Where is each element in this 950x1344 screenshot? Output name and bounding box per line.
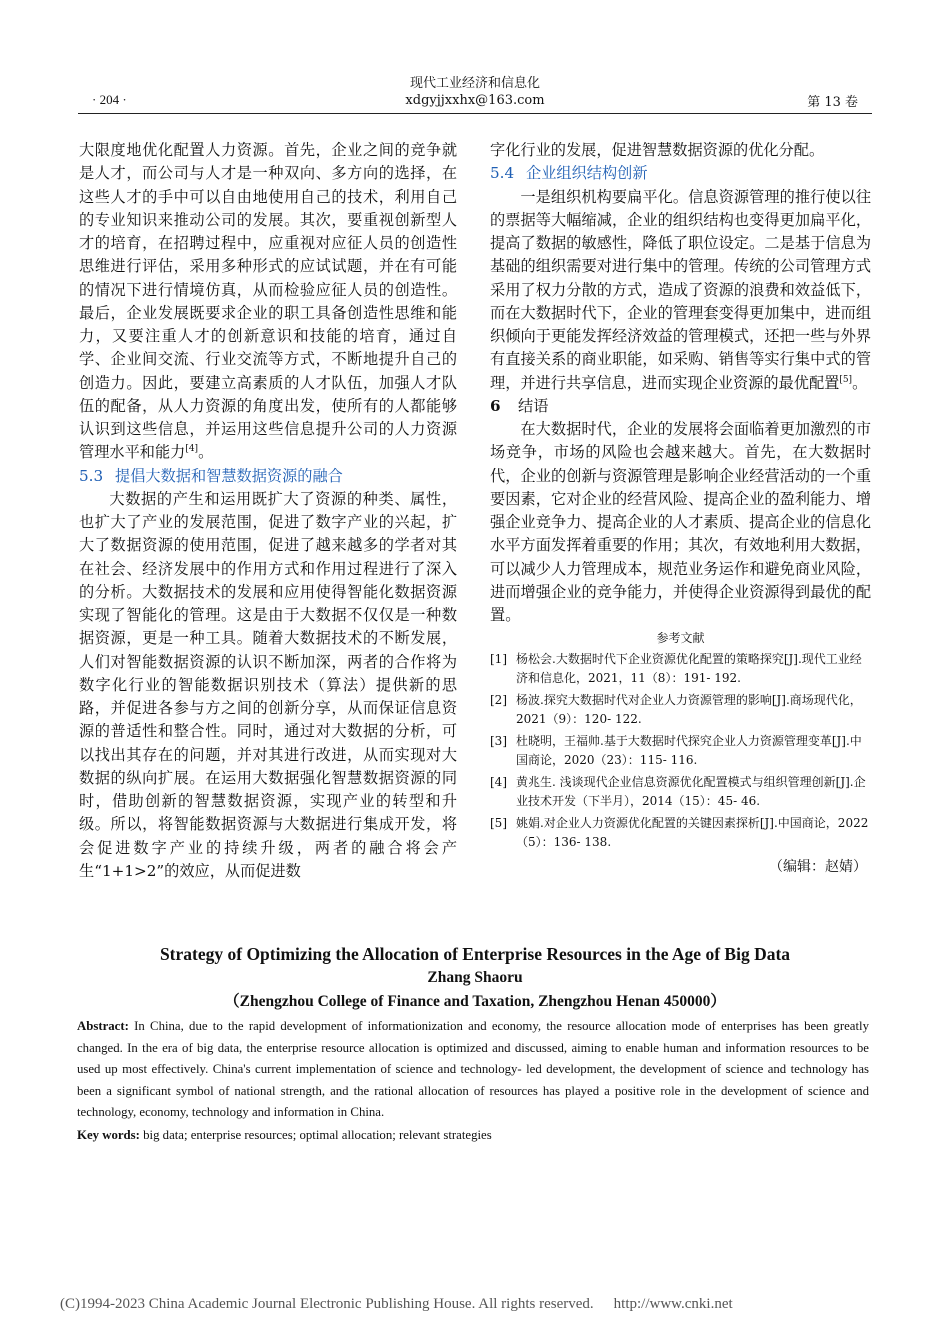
reference-list bbox=[490, 650, 871, 852]
copyright-text: (C)1994-2023 China Academic Journal Electronic Publishing House. All rights reserved. bbox=[60, 1296, 594, 1312]
section-heading-5-4: 5.4 企业组织结构创新 bbox=[490, 164, 648, 183]
section-heading-6: 6 结语 bbox=[490, 396, 549, 415]
english-keywords bbox=[77, 1125, 869, 1147]
page-number: · 204 · bbox=[92, 92, 127, 107]
header-rule bbox=[78, 113, 872, 114]
abstract-text: In China, due to the rapid development of informationization and economy, the resource allocation mode of enterprises has been greatly changed. In the era of big data, the enterprise resource allocation is optimized and discussed, aiming to enable human and information resources to be used up most effectively. China's current implementation of science and technology- led development, the development of science and technology has been a significant symbol of national strength, and the rational allocation of resources has played a positive role in the development of science and technology, economy, technology and information in China. bbox=[77, 1019, 869, 1120]
volume-label: 第 13 卷 bbox=[807, 95, 858, 110]
reference-item: [5] 姚娟.对企业人力资源优化配置的关键因素探析[J].中国商论，2022（5）：136- 138. bbox=[490, 816, 869, 850]
keywords-label: Key words: bbox=[77, 1128, 140, 1142]
copyright-footer bbox=[60, 1296, 890, 1313]
section-heading-5-3: 5.3 提倡大数据和智慧数据资源的融合 bbox=[79, 466, 343, 485]
reference-item: [4] 黄兆生. 浅谈现代企业信息资源优化配置模式与组织管理创新[J].企业技术开发（下半月），2014（15）：45- 46. bbox=[490, 775, 866, 809]
english-abstract bbox=[77, 1016, 869, 1124]
keywords-text: big data; enterprise resources; optimal allocation; relevant strategies bbox=[143, 1128, 492, 1142]
abstract-label: Abstract: bbox=[77, 1019, 129, 1033]
body-paragraph: 大限度地优化配置人力资源。首先，企业之间的竞争就是人才，而公司与人才是一种双向、多方向的选择，在这些人才的手中可以自由地使用自己的技术，利用自己的专业知识来推动公司的发展。其次，要重视创新型人才的培育，在招聘过程中，应重视对应征人员的创造性思维进行评估，采用多种形式的应试试题，并在有可能的情况下进行情境仿真，从而检验应征人员的创造性。最后，企业发展既要求企业的职工具备创造性思维和能力，又要注重人才的创新意识和技能的培育，通过自学、企业间交流、行业交流等方式，不断地提升自己的创造力。因此，要建立高素质的人才队伍，加强人才队伍的配备，从人力资源的角度出发，使所有的人都能够认识到这些信息，并运用这些信息提升公司的人力资源管理水平和能力[4]。 bbox=[79, 141, 457, 462]
journal-email: xdgyjjxxhx@163.com bbox=[405, 93, 545, 108]
citation: [4] bbox=[185, 444, 199, 455]
references-title: 参考文献 bbox=[656, 631, 705, 646]
english-author: Zhang Shaoru bbox=[427, 969, 523, 986]
english-affiliation: （Zhengzhou College of Finance and Taxation, Zhengzhou Henan 450000） bbox=[224, 993, 726, 1010]
citation: [5] bbox=[839, 374, 853, 385]
reference-item: [2] 杨波.探究大数据时代对企业人力资源管理的影响[J].商场现代化，2021（9）：120- 122. bbox=[490, 693, 862, 727]
cnki-url[interactable]: http://www.cnki.net bbox=[613, 1296, 733, 1312]
body-paragraph: 字化行业的发展，促进智慧数据资源的优化分配。 bbox=[490, 141, 825, 159]
reference-item: [1] 杨松会.大数据时代下企业资源优化配置的策略探究[J].现代工业经济和信息化，2021，11（8）：191- 192. bbox=[490, 652, 862, 686]
left-column bbox=[79, 139, 457, 883]
body-paragraph: 在大数据时代，企业的发展将会面临着更加激烈的市场竞争，市场的风险也会越来越大。首先，在大数据时代，企业的创新与资源管理是影响企业经营活动的一个重要因素，它对企业的经营风险、提高企业的盈利能力、增强企业竞争力、提高企业的人才素质、提高企业的信息化水平方面发挥着重要的作用；其次，有效地利用大数据，可以减少人力管理成本，规范业务运作和避免商业风险，进而增强企业的竞争能力，并使得企业资源得到最优的配置。 bbox=[490, 420, 871, 624]
journal-name: 现代工业经济和信息化 bbox=[409, 76, 540, 91]
editor-note: （编辑：赵婧） bbox=[769, 859, 867, 876]
reference-item: [3] 杜晓明，王福帅.基于大数据时代探究企业人力资源管理变革[J].中国商论，2020（23）：115- 116. bbox=[490, 734, 862, 768]
body-paragraph: 大数据的产生和运用既扩大了资源的种类、属性，也扩大了产业的发展范围，促进了数字产业的兴起，扩大了数据资源的使用范围，促进了越来越多的学者对其在社会、经济发展中的作用方式和作用过程进行了深入的分析。大数据技术的发展和应用使得智能化数据资源实现了智能化的管理。这是由于大数据不仅仅是一种数据资源，更是一种工具。随着大数据技术的不断发展，人们对智能数据资源的认识不断加深，两者的合作将为数字化行业的智能数据识别技术（算法）提供新的思路，并促进各参与方之间的创新分享，从而保证信息资源的普适性和整合性。同时，通过对大数据的分析，可以找出其存在的问题，并对其进行改进，从而实现对大数据的纵向扩展。在运用大数据强化智慧数据资源的同时，借助创新的智慧数据资源，实现产业的转型和升级。所以，将智能数据资源与大数据进行集成开发，将会促进数字产业的持续升级，两者的融合将会产生“1+1>2”的效应，从而促进数 bbox=[79, 489, 457, 880]
right-column bbox=[490, 139, 871, 878]
english-title: Strategy of Optimizing the Allocation of Enterprise Resources in the Age of Big Data bbox=[159, 944, 791, 964]
body-paragraph: 一是组织机构要扁平化。信息资源管理的推行使以往的票据等大幅缩减，企业的组织结构也变得更加扁平化，提高了数据的敏感性，降低了职位设定。二是基于信息为基础的组织需要对进行集中的管理。传统的公司管理方式采用了权力分散的方式，造成了资源的浪费和效益低下，而在大数据时代下，企业的管理套变得更加集中，进而组织倾向于更能发挥经济效益的管理模式，还把一些与外界有直接关系的商业职能，如采购、销售等实行集中式的管理，并进行共享信息，进而实现企业资源的最优配置[5]。 bbox=[490, 187, 871, 392]
